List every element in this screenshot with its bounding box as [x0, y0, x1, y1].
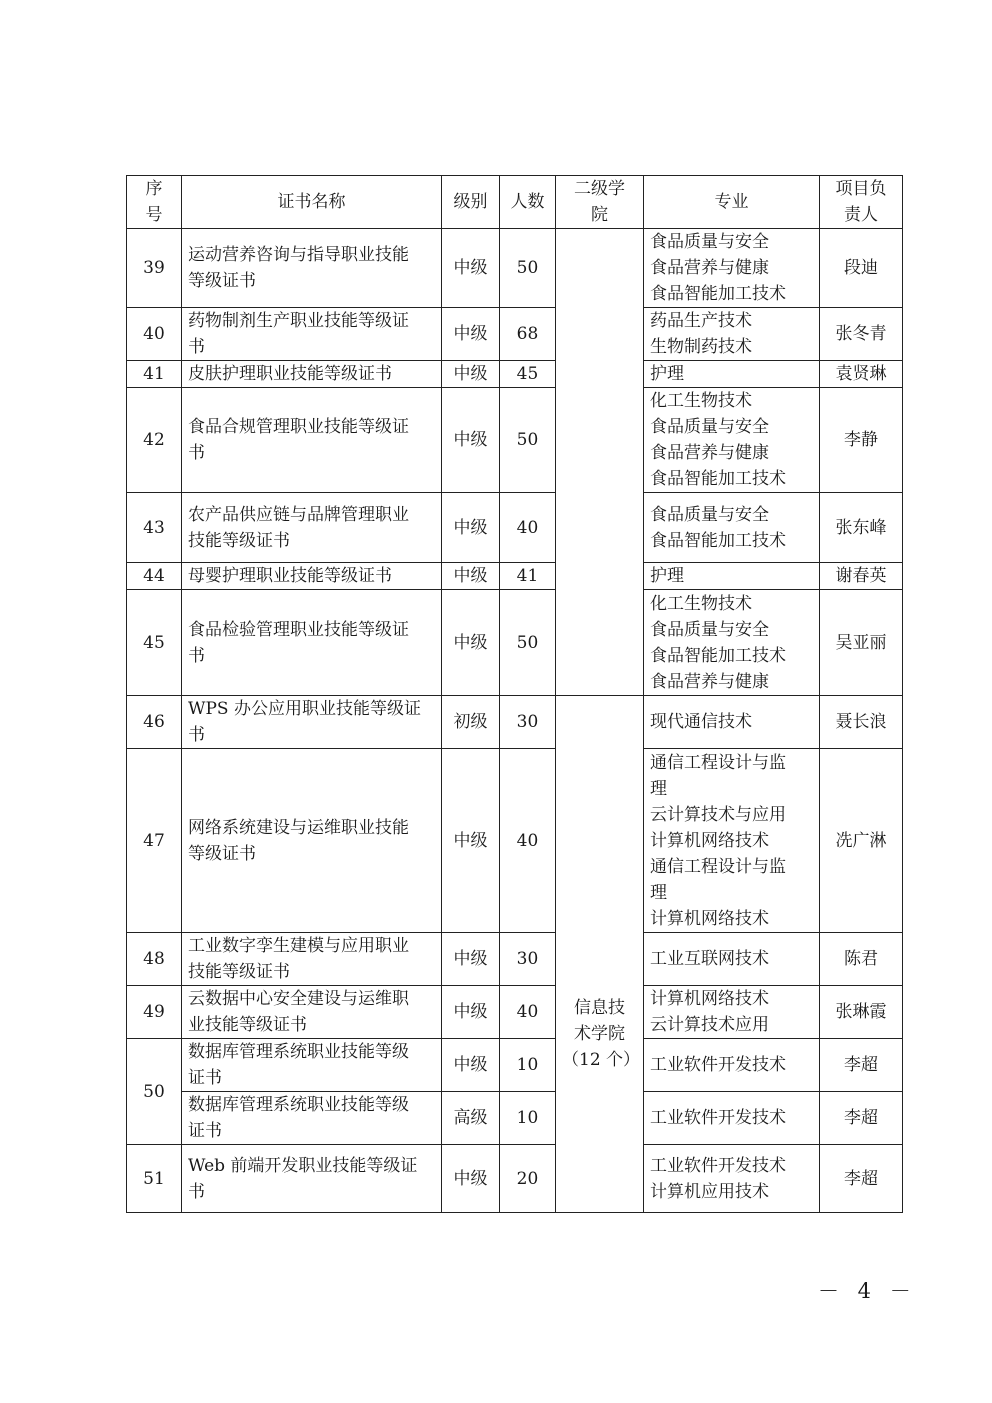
text-line: 母婴护理职业技能等级证书	[188, 566, 392, 586]
major-cell	[644, 933, 820, 986]
lead-cell: 陈君	[820, 933, 903, 986]
text-line: 院	[591, 205, 608, 225]
text-line: 食品质量与安全	[650, 504, 769, 525]
count-cell: 40	[500, 493, 556, 563]
seq-cell: 39	[127, 229, 182, 308]
text-line: 二级学	[574, 179, 625, 199]
seq-cell: 50	[127, 1039, 182, 1145]
level-cell: 中级	[442, 361, 500, 388]
lead-cell: 吴亚丽	[820, 590, 903, 696]
count-cell: 50	[500, 388, 556, 493]
major-cell	[644, 1145, 820, 1213]
level-cell: 中级	[442, 749, 500, 933]
level-cell: 中级	[442, 933, 500, 986]
seq-cell: 40	[127, 308, 182, 361]
text-line: WPS 办公应用职业技能等级证	[188, 699, 421, 719]
text-line: 护理	[650, 364, 684, 384]
major-cell	[644, 229, 820, 308]
table-row	[127, 229, 903, 308]
count-cell: 20	[500, 1145, 556, 1213]
major-cell	[644, 749, 820, 933]
lead-cell: 张琳霞	[820, 986, 903, 1039]
header-college	[556, 176, 644, 229]
text-line: 食品质量与安全	[650, 619, 769, 640]
major-cell	[644, 493, 820, 563]
table-row	[127, 563, 903, 590]
text-line: 业技能等级证书	[188, 1015, 307, 1035]
text-line: 工业数字孪生建模与应用职业	[188, 936, 409, 956]
table-row	[127, 1039, 903, 1092]
cert-name-cell	[182, 1145, 442, 1213]
major-cell	[644, 308, 820, 361]
table-row	[127, 388, 903, 493]
level-cell: 初级	[442, 696, 500, 749]
text-line: 技能等级证书	[188, 530, 290, 551]
major-cell	[644, 590, 820, 696]
text-line: 书	[188, 725, 205, 745]
seq-cell: 49	[127, 986, 182, 1039]
text-line: 农产品供应链与品牌管理职业	[188, 504, 409, 525]
count-cell: 68	[500, 308, 556, 361]
lead-cell: 谢春英	[820, 563, 903, 590]
text-line: 皮肤护理职业技能等级证书	[188, 364, 392, 384]
text-line: 食品营养与健康	[650, 443, 769, 463]
major-cell	[644, 388, 820, 493]
seq-cell: 44	[127, 563, 182, 590]
cert-name-cell	[182, 986, 442, 1039]
count-cell: 30	[500, 933, 556, 986]
text-line: 通信工程设计与监	[650, 856, 786, 877]
lead-cell: 聂长浪	[820, 696, 903, 749]
text-line: 计算机网络技术	[650, 830, 769, 851]
text-line: 生物制药技术	[650, 337, 752, 357]
text-line: 食品合规管理职业技能等级证	[188, 417, 409, 437]
text-line: 证书	[188, 1068, 222, 1088]
count-cell: 40	[500, 986, 556, 1039]
text-line: 计算机应用技术	[650, 1181, 769, 1202]
text-line: 云数据中心安全建设与运维职	[188, 989, 409, 1009]
lead-cell: 段迪	[820, 229, 903, 308]
college-cell-info-tech	[556, 696, 644, 1213]
level-cell: 中级	[442, 1039, 500, 1092]
seq-cell: 45	[127, 590, 182, 696]
text-line: 号	[145, 205, 163, 225]
major-cell	[644, 361, 820, 388]
level-cell: 中级	[442, 229, 500, 308]
seq-cell: 46	[127, 696, 182, 749]
text-line: 计算机网络技术	[650, 989, 769, 1009]
major-cell	[644, 1092, 820, 1145]
cert-name-cell	[182, 229, 442, 308]
cert-name-cell	[182, 493, 442, 563]
text-line: 食品智能加工技术	[650, 284, 786, 304]
certificate-table-container	[126, 175, 902, 1213]
text-line: 工业软件开发技术	[650, 1055, 786, 1075]
text-line: 序	[145, 179, 163, 199]
text-line: 工业互联网技术	[650, 949, 769, 969]
text-line: 护理	[650, 566, 684, 586]
table-row	[127, 933, 903, 986]
text-line: 工业软件开发技术	[650, 1155, 786, 1176]
level-cell: 中级	[442, 493, 500, 563]
header-cert-name: 证书名称	[182, 176, 442, 229]
text-line: 数据库管理系统职业技能等级	[188, 1042, 409, 1062]
text-line: 书	[188, 645, 205, 666]
header-count: 人数	[500, 176, 556, 229]
text-line: 网络系统建设与运维职业技能	[188, 817, 409, 838]
text-line: 云计算技术应用	[650, 1015, 769, 1035]
text-line: 书	[188, 337, 205, 357]
seq-cell: 47	[127, 749, 182, 933]
text-line: 化工生物技术	[650, 593, 752, 614]
text-line: 术学院	[574, 1024, 625, 1044]
table-row	[127, 1092, 903, 1145]
text-line: 食品智能加工技术	[650, 469, 786, 489]
lead-cell: 李静	[820, 388, 903, 493]
text-line: 食品检验管理职业技能等级证	[188, 619, 409, 640]
level-cell: 中级	[442, 388, 500, 493]
header-major: 专业	[644, 176, 820, 229]
text-line: 食品营养与健康	[650, 671, 769, 692]
text-line: 食品质量与安全	[650, 417, 769, 437]
text-line: （12 个）	[562, 1050, 641, 1070]
table-row	[127, 308, 903, 361]
text-line: 数据库管理系统职业技能等级	[188, 1095, 409, 1115]
cert-name-cell	[182, 749, 442, 933]
level-cell: 高级	[442, 1092, 500, 1145]
text-line: 证书	[188, 1121, 222, 1141]
text-line: 责人	[844, 205, 878, 225]
seq-cell: 43	[127, 493, 182, 563]
text-line: 工业软件开发技术	[650, 1108, 786, 1128]
text-line: 等级证书	[188, 271, 256, 291]
text-line: Web 前端开发职业技能等级证	[188, 1155, 418, 1176]
major-cell	[644, 696, 820, 749]
lead-cell: 李超	[820, 1039, 903, 1092]
table-row	[127, 986, 903, 1039]
level-cell: 中级	[442, 986, 500, 1039]
header-level: 级别	[442, 176, 500, 229]
text-line: 食品智能加工技术	[650, 530, 786, 551]
table-row	[127, 493, 903, 563]
count-cell: 10	[500, 1039, 556, 1092]
lead-cell: 冼广淋	[820, 749, 903, 933]
header-seq	[127, 176, 182, 229]
lead-cell: 张东峰	[820, 493, 903, 563]
cert-name-cell	[182, 590, 442, 696]
lead-cell: 李超	[820, 1145, 903, 1213]
table-row	[127, 749, 903, 933]
text-line: 信息技	[574, 998, 625, 1018]
table-row	[127, 361, 903, 388]
count-cell: 50	[500, 229, 556, 308]
cert-name-cell	[182, 388, 442, 493]
seq-cell: 41	[127, 361, 182, 388]
count-cell: 40	[500, 749, 556, 933]
count-cell: 10	[500, 1092, 556, 1145]
text-line: 理	[650, 882, 667, 903]
certificate-table	[126, 175, 903, 1213]
text-line: 书	[188, 1181, 205, 1202]
major-cell	[644, 1039, 820, 1092]
cert-name-cell	[182, 933, 442, 986]
text-line: 云计算技术与应用	[650, 804, 786, 825]
seq-cell: 51	[127, 1145, 182, 1213]
level-cell: 中级	[442, 563, 500, 590]
cert-name-cell	[182, 308, 442, 361]
seq-cell: 42	[127, 388, 182, 493]
seq-cell: 48	[127, 933, 182, 986]
text-line: 化工生物技术	[650, 391, 752, 411]
count-cell: 30	[500, 696, 556, 749]
college-cell-blank	[556, 229, 644, 696]
text-line: 计算机网络技术	[650, 908, 769, 929]
text-line: 项目负	[835, 179, 887, 199]
text-line: 等级证书	[188, 843, 256, 864]
level-cell: 中级	[442, 590, 500, 696]
lead-cell: 袁贤琳	[820, 361, 903, 388]
header-lead	[820, 176, 903, 229]
text-line: 运动营养咨询与指导职业技能	[188, 245, 409, 265]
text-line: 书	[188, 443, 205, 463]
cert-name-cell	[182, 696, 442, 749]
text-line: 理	[650, 778, 667, 799]
count-cell: 45	[500, 361, 556, 388]
text-line: 食品质量与安全	[650, 232, 769, 252]
level-cell: 中级	[442, 1145, 500, 1213]
text-line: 食品智能加工技术	[650, 645, 786, 666]
text-line: 通信工程设计与监	[650, 752, 786, 773]
text-line: 技能等级证书	[188, 962, 290, 982]
cert-name-cell	[182, 1092, 442, 1145]
level-cell: 中级	[442, 308, 500, 361]
text-line: 药品生产技术	[650, 311, 752, 331]
cert-name-cell	[182, 563, 442, 590]
lead-cell: 李超	[820, 1092, 903, 1145]
text-line: 食品营养与健康	[650, 258, 769, 278]
text-line: 药物制剂生产职业技能等级证	[188, 311, 409, 331]
table-row	[127, 1145, 903, 1213]
lead-cell: 张冬青	[820, 308, 903, 361]
page-number: － 4 －	[818, 1279, 917, 1303]
table-row	[127, 696, 903, 749]
text-line: 现代通信技术	[650, 712, 752, 732]
cert-name-cell	[182, 1039, 442, 1092]
table-header-row	[127, 176, 903, 229]
count-cell: 50	[500, 590, 556, 696]
major-cell	[644, 986, 820, 1039]
major-cell	[644, 563, 820, 590]
cert-name-cell	[182, 361, 442, 388]
count-cell: 41	[500, 563, 556, 590]
table-row	[127, 590, 903, 696]
